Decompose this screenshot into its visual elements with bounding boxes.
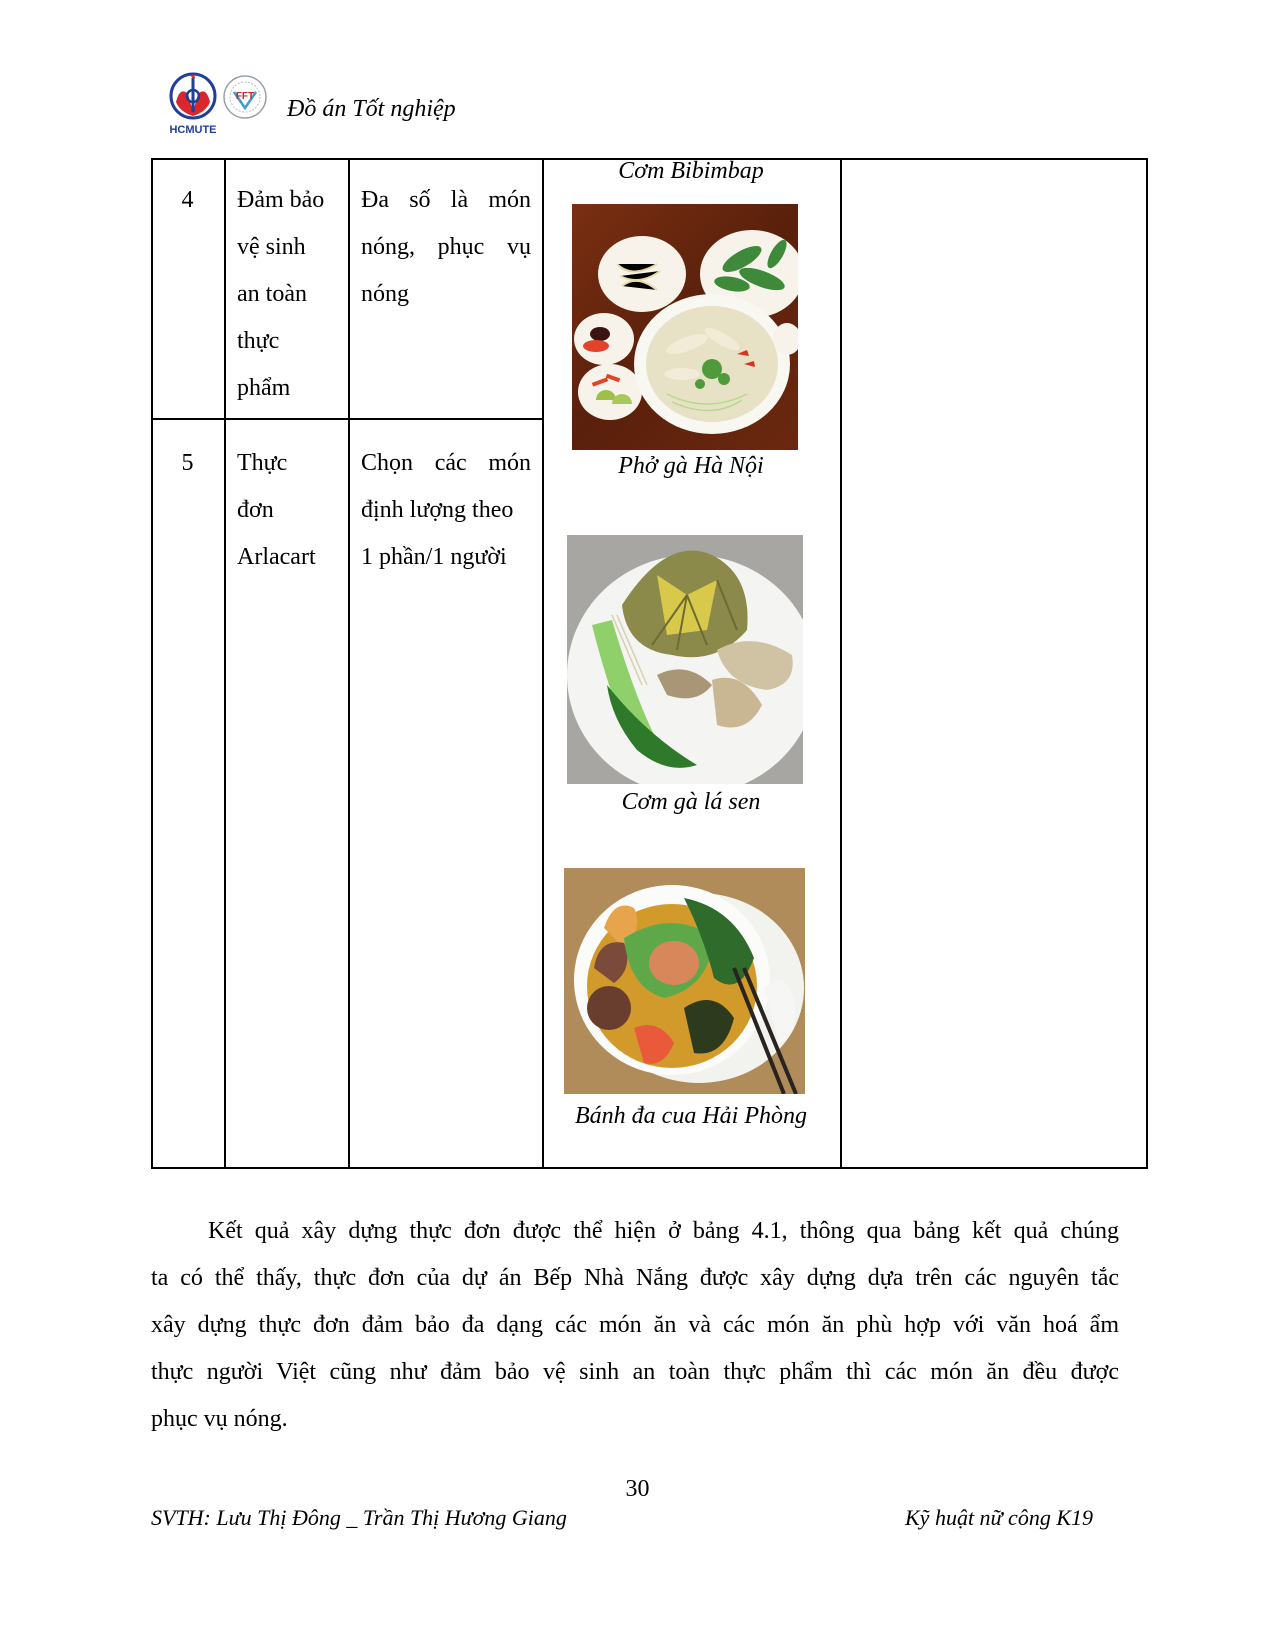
dish-caption: Cơm Bibimbap — [618, 158, 764, 184]
description-cell: Đa số là món nóng, phục vụ nóng — [361, 187, 531, 307]
column-divider-2 — [348, 158, 350, 1169]
row-number: 4 — [181, 187, 194, 213]
column-divider-3 — [542, 158, 544, 1169]
table-border-left — [151, 158, 153, 1169]
hcmute-logo — [166, 72, 220, 136]
footer-authors: SVTH: Lưu Thị Đông _ Trần Thị Hương Giang — [151, 1505, 567, 1530]
footer-class: Kỹ huật nữ công K19 — [905, 1505, 1093, 1530]
principle-cell: Thực đơn Arlacart — [237, 450, 316, 570]
page-number: 30 — [625, 1476, 650, 1502]
row-number: 5 — [181, 450, 194, 476]
fft-logo — [222, 74, 268, 120]
dish-caption: Cơm gà lá sen — [621, 789, 761, 815]
document-header-title: Đồ án Tốt nghiệp — [287, 96, 456, 122]
body-paragraph: Kết quả xây dựng thực đơn được thể hiện ở bảng 4.1, thông qua bảng kết quả chúng ta có thể thấy, thực đơn của dự án Bếp Nhà Nắng được xây dựng dựa trên các nguyên tắc xây dựng thực đơn đảm bảo đa dạng các món ăn và các món ăn phù hợp với văn hoá ẩm thực người Việt cũng như đảm bảo vệ sinh an toàn thực phẩm thì các món ăn đều được phục vụ nóng. — [151, 1218, 1119, 1432]
banh-da-cua-photo — [564, 868, 805, 1094]
com-ga-la-sen-photo — [567, 535, 803, 784]
dish-caption: Phở gà Hà Nội — [618, 453, 764, 479]
table-border-right — [1146, 158, 1148, 1169]
column-divider-1 — [224, 158, 226, 1169]
table-border-bottom — [151, 1167, 1148, 1169]
pho-ga-photo — [572, 204, 798, 450]
column-divider-4 — [840, 158, 842, 1169]
description-cell: Chọn các món định lượng theo 1 phần/1 người — [361, 450, 531, 570]
menu-principles-table — [151, 158, 1148, 1169]
svg-text:HCMUTE: HCMUTE — [169, 124, 217, 136]
svg-text:FFT: FFT — [235, 91, 255, 102]
principle-cell: Đảm bảo vệ sinh an toàn thực phẩm — [237, 187, 325, 401]
dish-caption: Bánh đa cua Hải Phòng — [575, 1103, 807, 1129]
